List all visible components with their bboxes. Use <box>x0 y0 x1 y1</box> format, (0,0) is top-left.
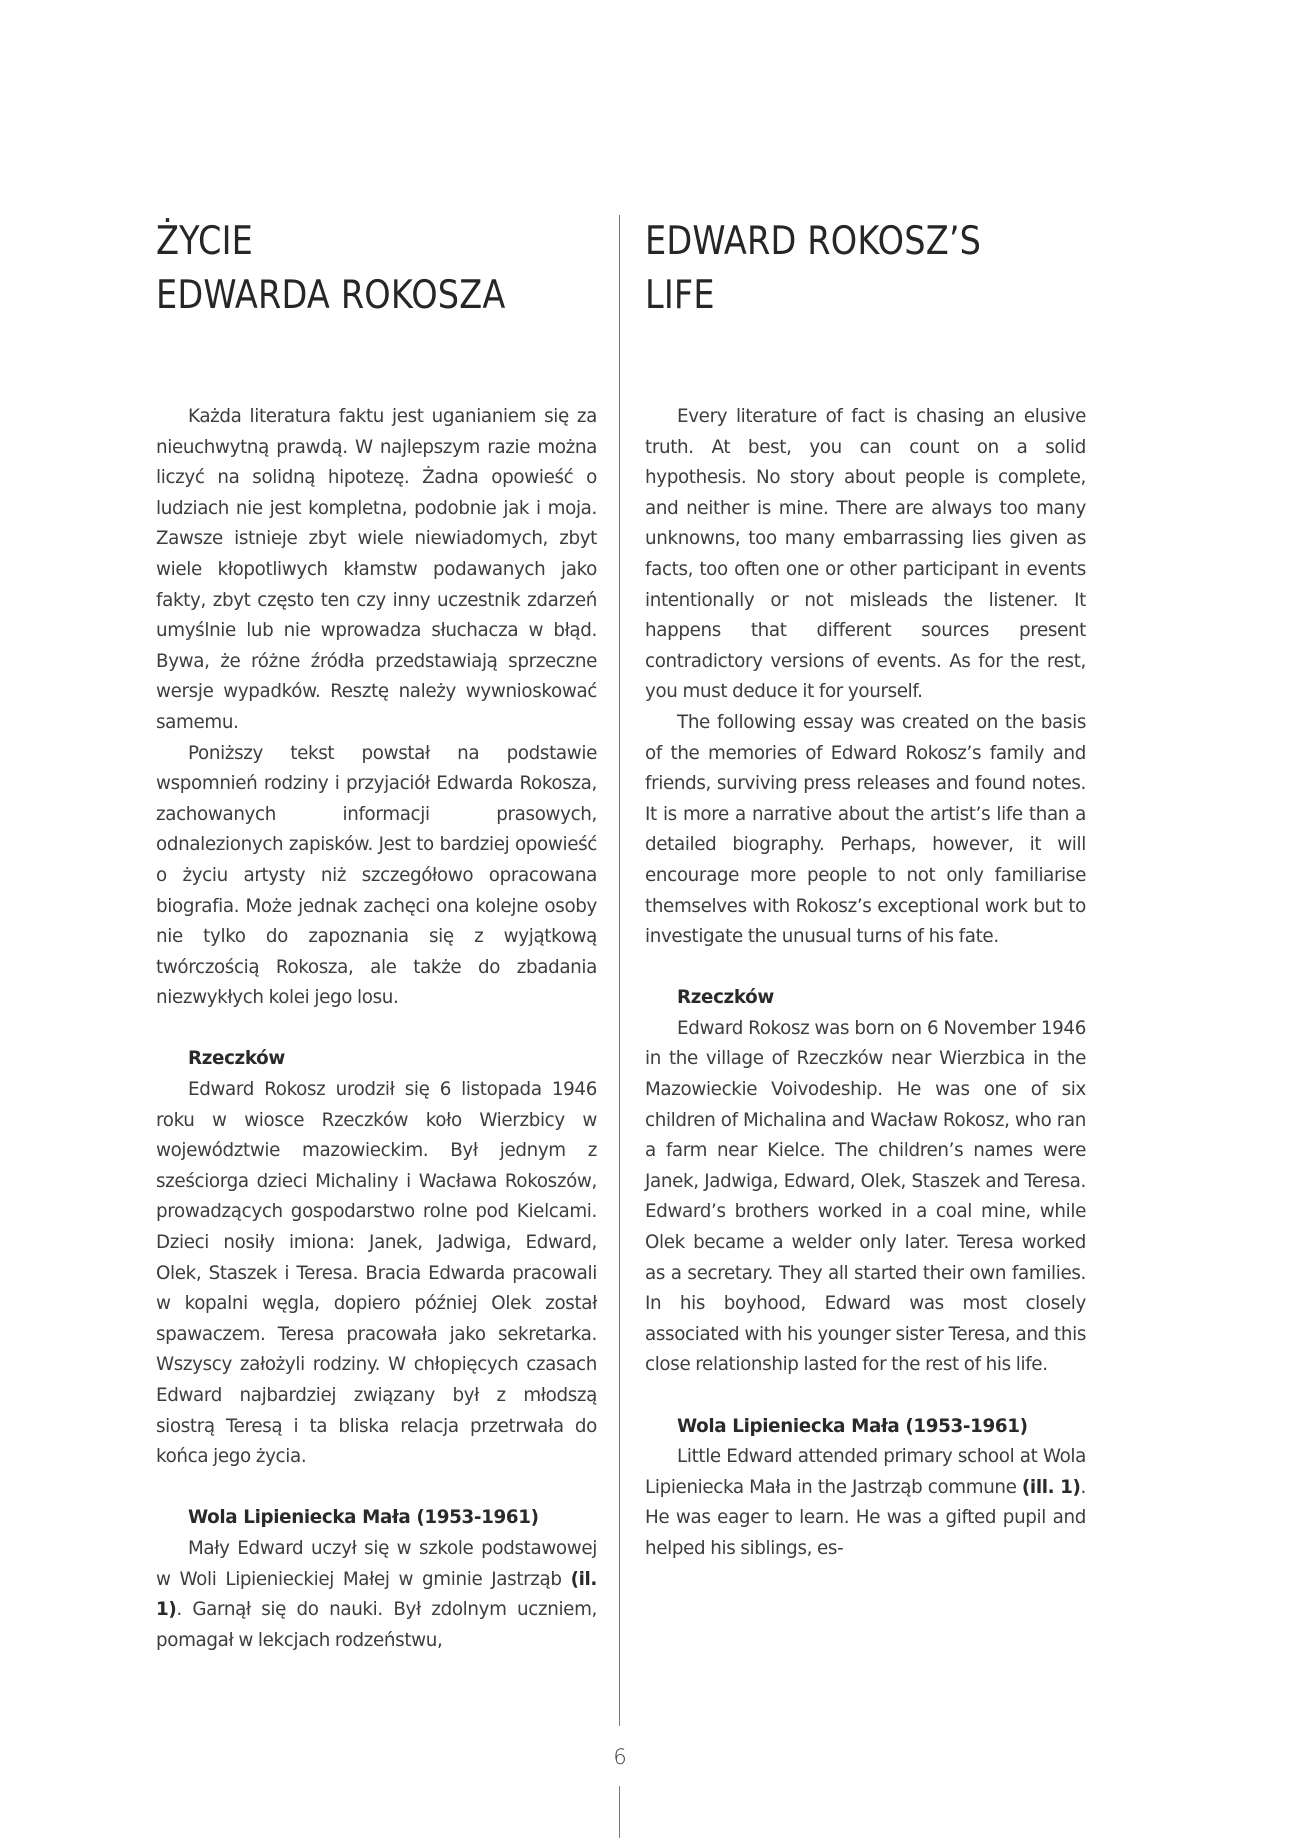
polish-column <box>156 215 597 1651</box>
polish-intro-paragraph-2: Poniższy tekst powstał na podstawie wspomnień rodziny i przyjaciół Edwarda Rokosza, zachowanych informacji prasowych, odnalezionych zapisków. Jest to bardziej opowieść o życiu artysty niż szczegółowo opracowana biografia. Może jednak zachęci ona kolejne osoby nie tylko do zapoznania się z wyjątkową twórczością Rokosza, ale także do zbadania niezwykłych kolei jego losu. <box>156 742 597 1009</box>
english-intro-paragraph-1: Every literature of fact is chasing an elusive truth. At best, you can count on a solid hypothesis. No story about people is complete, and neither is mine. There are always too many unknowns, too many embarrassing lies given as facts, too often one or other participant in events intentionally or not misleads the listener. It happens that different sources present contradictory versions of events. As for the rest, you must deduce it for yourself. <box>645 406 1086 703</box>
column-divider-top <box>619 215 620 1726</box>
illustration-reference: (ill. 1) <box>1021 1476 1081 1498</box>
polish-title-line-2: EDWARDA ROKOSZA <box>156 273 506 318</box>
english-section-heading-rzeczkow: Rzeczków <box>677 987 774 1009</box>
illustration-reference: (il. 1) <box>156 1568 597 1621</box>
english-text-before-ref: Little Edward attended primary school at Wola Lipieniecka Mała in the Jastrząb commune <box>645 1446 1086 1498</box>
polish-section-text-wola <box>156 1534 597 1656</box>
polish-section-heading-rzeczkow: Rzeczków <box>188 1048 285 1070</box>
section-spacer <box>645 1381 1086 1412</box>
polish-body <box>156 402 597 1656</box>
section-spacer <box>156 1014 597 1045</box>
polish-title-line-1: ŻYCIE <box>156 219 254 264</box>
polish-intro-paragraph-1: Każda literatura faktu jest uganianiem się za nieuchwytną prawdą. W najlepszym razie można liczyć na solidną hipotezę. Żadna opowieść o ludziach nie jest kompletna, podobnie jak i moja. Zawsze istnieje zbyt wiele niewiadomych, zbyt wiele kłopotliwych kłamstw podawanych jako fakty, zbyt często ten czy inny uczestnik zdarzeń umyślnie lub nie wprowadza słuchacza w błąd. Bywa, że różne źródła przedstawiają sprzeczne wersje wypadków. Resztę należy wywnioskować samemu. <box>156 406 597 733</box>
column-divider-bottom <box>619 1786 620 1838</box>
english-section-text-rzeczkow: Edward Rokosz was born on 6 November 1946 in the village of Rzeczków near Wierzbica in the Mazowieckie Voivodeship. He was one of six children of Michalina and Wacław Rokosz, who ran a farm near Kielce. The children’s names were Janek, Jadwiga, Edward, Olek, Staszek and Teresa. Edward’s brothers worked in a coal mine, while Olek became a welder only later. Teresa worked as a secretary. They all started their own families. In his boyhood, Edward was most closely associated with his younger sister Teresa, and this close relationship lasted for the rest of his life. <box>645 1017 1086 1376</box>
english-title-line-1: EDWARD ROKOSZ’S <box>645 219 982 264</box>
english-text-after-ref: . He was eager to learn. He was a gifted pupil and helped his siblings, es- <box>645 1476 1086 1559</box>
english-body <box>645 402 1086 1565</box>
polish-section-text-rzeczkow: Edward Rokosz urodził się 6 listopada 1946 roku w wiosce Rzeczków koło Wierzbicy w województwie mazowieckim. Był jednym z sześciorga dzieci Michaliny i Wacława Rokoszów, prowadzących gospodarstwo rolne pod Kielcami. Dzieci nosiły imiona: Janek, Jadwiga, Edward, Olek, Staszek i Teresa. Bracia Edwarda pracowali w kopalni węgla, dopiero później Olek został spawaczem. Teresa pracowała jako sekretarka. Wszyscy założyli rodziny. W chłopięcych czasach Edward najbardziej związany był z młodszą siostrą Teresą i ta bliska relacja przetrwała do końca jego życia. <box>156 1079 597 1468</box>
polish-text-after-ref: . Garnął się do nauki. Był zdolnym uczniem, pomagał w lekcjach rodzeństwu, <box>156 1599 597 1651</box>
polish-section-heading-wola: Wola Lipieniecka Mała (1953-1961) <box>188 1507 539 1529</box>
english-section-text-wola <box>645 1442 1086 1564</box>
page-number: 6 <box>613 1745 627 1769</box>
english-title-line-2: LIFE <box>645 273 715 318</box>
section-spacer <box>645 953 1086 984</box>
polish-title <box>156 215 535 323</box>
english-title <box>645 215 1024 323</box>
english-column <box>645 215 1086 1559</box>
english-section-heading-wola: Wola Lipieniecka Mała (1953-1961) <box>677 1415 1028 1437</box>
english-intro-paragraph-2: The following essay was created on the basis of the memories of Edward Rokosz’s family and friends, surviving press releases and found notes. It is more a narrative about the artist’s life than a detailed biography. Perhaps, however, it will encourage more people to not only familiarise themselves with Rokosz’s exceptional work but to investigate the unusual turns of his fate. <box>645 711 1086 948</box>
section-spacer <box>156 1473 597 1504</box>
polish-text-before-ref: Mały Edward uczył się w szkole podstawowej w Woli Lipienieckiej Małej w gminie Jastrząb <box>156 1537 597 1590</box>
